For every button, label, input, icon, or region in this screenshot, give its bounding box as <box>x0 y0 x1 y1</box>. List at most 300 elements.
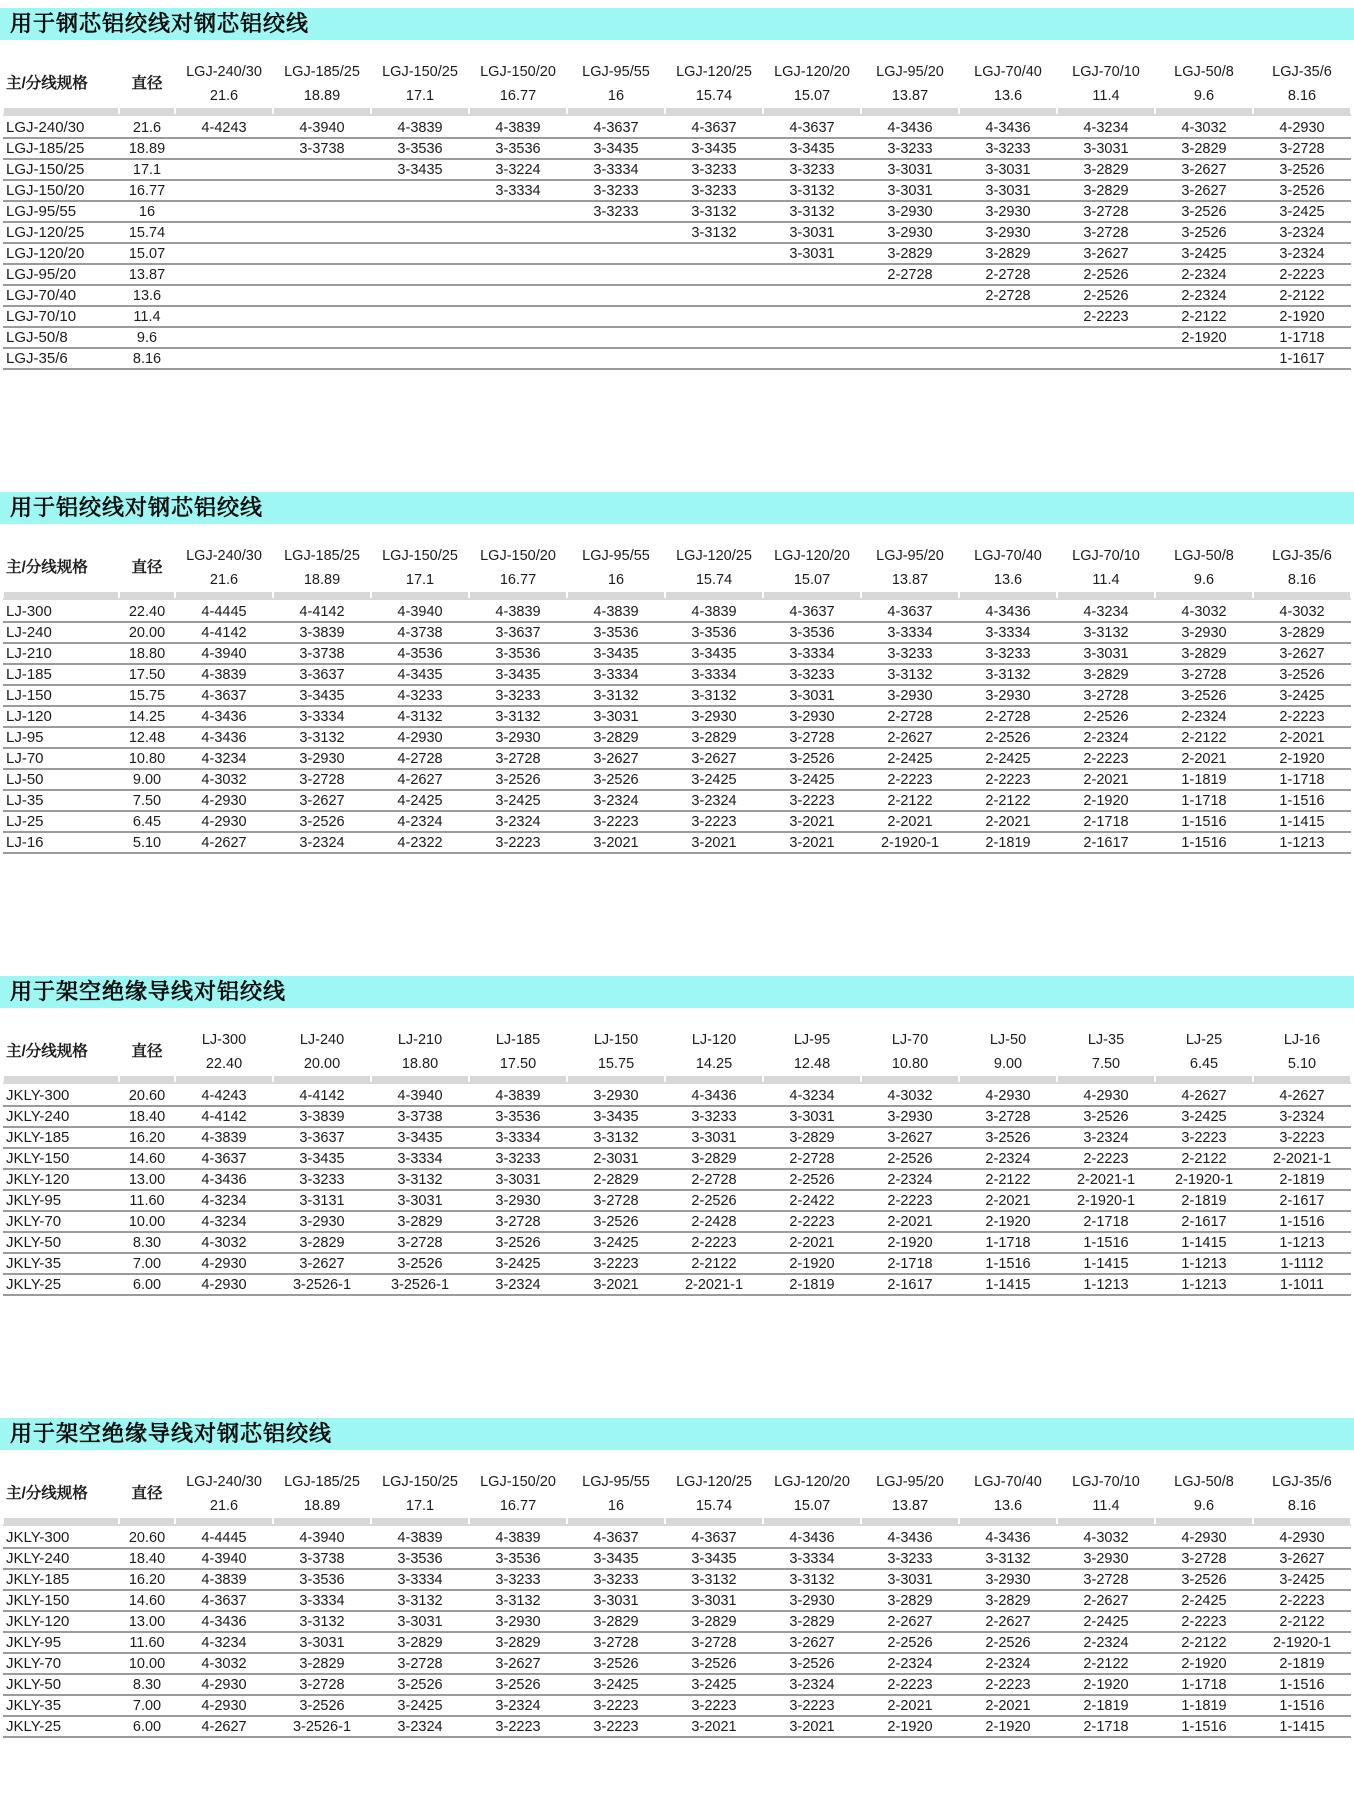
table-row <box>3 264 1351 285</box>
value-cell: 1-1415 <box>1253 811 1351 832</box>
column-header <box>1155 1028 1253 1076</box>
value-cell: 4-4142 <box>273 600 371 622</box>
value-cell: 2-2526 <box>959 1632 1057 1653</box>
separator-band-cell <box>861 108 959 116</box>
value-cell: 3-2425 <box>1155 1106 1253 1127</box>
section-title: 用于钢芯铝绞线对钢芯铝绞线 <box>10 11 310 36</box>
value-cell: 2-2223 <box>763 1211 861 1232</box>
value-cell: 3-2829 <box>1155 138 1253 159</box>
value-cell: 2-2021 <box>959 811 1057 832</box>
value-cell: 2-2428 <box>665 1211 763 1232</box>
value-cell: 3-3334 <box>763 1548 861 1569</box>
value-cell: 2-1718 <box>861 1253 959 1274</box>
row-diameter: 16 <box>119 201 175 222</box>
table-row <box>3 1232 1351 1253</box>
value-cell: 4-3839 <box>469 600 567 622</box>
column-diameter: 17.1 <box>405 1498 435 1514</box>
value-cell: 3-2021 <box>567 1274 665 1295</box>
column-diameter: 22.40 <box>205 1056 243 1072</box>
row-diameter: 10.00 <box>119 1211 175 1232</box>
column-header <box>469 1028 567 1076</box>
value-cell: 3-2324 <box>567 790 665 811</box>
column-header <box>1155 544 1253 592</box>
value-cell: 3-3031 <box>273 1632 371 1653</box>
value-cell: 3-3435 <box>665 138 763 159</box>
value-cell: 2-2627 <box>861 727 959 748</box>
column-header <box>959 1028 1057 1076</box>
value-cell: 4-3637 <box>861 600 959 622</box>
value-cell: 3-3233 <box>469 1569 567 1590</box>
value-cell: 4-4445 <box>175 1526 273 1548</box>
column-header <box>1253 1470 1351 1518</box>
column-diameter: 17.50 <box>499 1056 537 1072</box>
column-name: LJ-50 <box>989 1032 1027 1048</box>
row-diameter: 8.30 <box>119 1674 175 1695</box>
value-cell: 2-2021 <box>1253 727 1351 748</box>
row-spec: JKLY-50 <box>3 1674 119 1695</box>
value-cell: 3-2021 <box>763 811 861 832</box>
value-cell: 3-3132 <box>665 1569 763 1590</box>
value-cell: 2-1617 <box>861 1274 959 1295</box>
value-cell: 3-2728 <box>273 769 371 790</box>
row-diameter: 22.40 <box>119 600 175 622</box>
value-cell: 2-2728 <box>959 706 1057 727</box>
value-cell: 3-3233 <box>567 180 665 201</box>
column-name: LGJ-70/10 <box>1072 548 1140 564</box>
value-cell: 4-4142 <box>175 1106 273 1127</box>
table-row <box>3 1632 1351 1653</box>
value-cell <box>665 348 763 369</box>
value-cell: 2-2223 <box>1057 748 1155 769</box>
value-cell: 3-3334 <box>665 664 763 685</box>
value-cell: 3-2526 <box>1253 159 1351 180</box>
value-cell: 3-2425 <box>567 1674 665 1695</box>
column-name: LGJ-185/25 <box>284 548 360 564</box>
value-cell: 3-2627 <box>861 1127 959 1148</box>
column-diameter: 17.1 <box>405 572 435 588</box>
column-name: LJ-16 <box>1283 1032 1321 1048</box>
row-diameter: 15.74 <box>119 222 175 243</box>
value-cell: 3-3132 <box>763 180 861 201</box>
value-cell: 3-3435 <box>763 138 861 159</box>
table-row <box>3 1569 1351 1590</box>
column-diameter: 16 <box>607 572 625 588</box>
table-row <box>3 159 1351 180</box>
column-header <box>175 544 273 592</box>
value-cell: 1-1516 <box>1253 1211 1351 1232</box>
separator-band-cell <box>763 1518 861 1526</box>
row-diameter: 16.77 <box>119 180 175 201</box>
separator-band-cell <box>371 592 469 600</box>
table-row <box>3 1084 1351 1106</box>
value-cell: 3-2627 <box>273 1253 371 1274</box>
value-cell: 2-2223 <box>861 769 959 790</box>
value-cell: 2-1920 <box>1253 306 1351 327</box>
value-cell: 3-3334 <box>371 1569 469 1590</box>
separator-band-cell <box>959 1518 1057 1526</box>
value-cell: 3-2526 <box>469 769 567 790</box>
table-header <box>3 1470 1351 1526</box>
row-diameter: 14.25 <box>119 706 175 727</box>
value-cell: 3-2526 <box>1155 685 1253 706</box>
value-cell: 3-2829 <box>371 1632 469 1653</box>
table-body <box>3 1084 1351 1295</box>
value-cell: 2-1718 <box>1057 811 1155 832</box>
value-cell <box>175 159 273 180</box>
table-row <box>3 769 1351 790</box>
table-row <box>3 832 1351 853</box>
value-cell: 2-2223 <box>861 1674 959 1695</box>
value-cell: 1-1213 <box>1253 832 1351 853</box>
value-cell: 3-3738 <box>273 138 371 159</box>
value-cell <box>175 327 273 348</box>
row-diameter: 15.75 <box>119 685 175 706</box>
column-header <box>763 1470 861 1518</box>
table-row <box>3 222 1351 243</box>
value-cell: 4-3839 <box>567 600 665 622</box>
row-diameter: 10.80 <box>119 748 175 769</box>
table-row <box>3 285 1351 306</box>
value-cell: 3-3031 <box>861 1569 959 1590</box>
column-header <box>1057 1028 1155 1076</box>
row-spec: JKLY-240 <box>3 1106 119 1127</box>
column-name: LGJ-50/8 <box>1174 1474 1234 1490</box>
value-cell: 2-1718 <box>1057 1716 1155 1737</box>
value-cell <box>1057 348 1155 369</box>
value-cell: 3-2728 <box>959 1106 1057 1127</box>
value-cell: 3-3637 <box>469 622 567 643</box>
value-cell: 3-3132 <box>763 1569 861 1590</box>
value-cell: 3-3233 <box>665 180 763 201</box>
value-cell: 2-1617 <box>1057 832 1155 853</box>
value-cell: 4-2627 <box>371 769 469 790</box>
value-cell: 4-3940 <box>273 116 371 138</box>
value-cell <box>175 222 273 243</box>
column-diameter: 21.6 <box>209 88 239 104</box>
value-cell: 3-2526 <box>1155 222 1253 243</box>
value-cell: 3-3132 <box>959 1548 1057 1569</box>
separator-band-cell <box>273 1518 371 1526</box>
value-cell: 3-2526 <box>1155 201 1253 222</box>
value-cell <box>763 348 861 369</box>
column-diameter: 13.87 <box>891 1498 929 1514</box>
table-header <box>3 60 1351 116</box>
header-diameter-cell <box>119 1470 175 1518</box>
separator-band-cell <box>3 1518 119 1526</box>
column-name: LGJ-35/6 <box>1272 548 1332 564</box>
table-row <box>3 1190 1351 1211</box>
value-cell: 2-2021 <box>861 1211 959 1232</box>
column-header <box>665 1470 763 1518</box>
row-spec: LGJ-185/25 <box>3 138 119 159</box>
value-cell: 4-3637 <box>175 685 273 706</box>
row-diameter: 17.1 <box>119 159 175 180</box>
value-cell <box>175 264 273 285</box>
value-cell: 3-2021 <box>665 1716 763 1737</box>
value-cell: 2-2324 <box>1155 264 1253 285</box>
row-diameter: 18.80 <box>119 643 175 664</box>
row-diameter: 18.89 <box>119 138 175 159</box>
value-cell: 3-3031 <box>469 1169 567 1190</box>
value-cell: 4-3032 <box>861 1084 959 1106</box>
value-cell: 3-3233 <box>861 643 959 664</box>
value-cell <box>1057 327 1155 348</box>
value-cell: 4-3234 <box>175 1632 273 1653</box>
value-cell: 4-2627 <box>1155 1084 1253 1106</box>
value-cell: 2-1920 <box>861 1232 959 1253</box>
value-cell: 3-2728 <box>665 1632 763 1653</box>
value-cell: 4-2930 <box>175 1253 273 1274</box>
value-cell: 3-2829 <box>665 1148 763 1169</box>
value-cell: 1-1213 <box>1057 1274 1155 1295</box>
value-cell: 1-1819 <box>1155 769 1253 790</box>
value-cell: 3-3031 <box>763 685 861 706</box>
value-cell: 3-2627 <box>1057 243 1155 264</box>
separator-band-cell <box>3 108 119 116</box>
value-cell: 4-3234 <box>175 1190 273 1211</box>
separator-band-cell <box>567 108 665 116</box>
value-cell: 1-1819 <box>1155 1695 1253 1716</box>
column-diameter: 18.80 <box>401 1056 439 1072</box>
column-name: LGJ-70/10 <box>1072 1474 1140 1490</box>
value-cell <box>175 348 273 369</box>
section <box>0 492 1354 854</box>
separator-band-cell <box>861 1076 959 1084</box>
value-cell: 3-2829 <box>273 1232 371 1253</box>
column-diameter: 16.77 <box>499 1498 537 1514</box>
value-cell: 2-2324 <box>1155 706 1253 727</box>
table-row <box>3 1148 1351 1169</box>
header-diameter-cell <box>119 1028 175 1076</box>
row-diameter: 7.00 <box>119 1253 175 1274</box>
value-cell: 3-3031 <box>371 1190 469 1211</box>
value-cell <box>371 306 469 327</box>
value-cell: 3-2829 <box>567 727 665 748</box>
value-cell: 3-3233 <box>665 159 763 180</box>
section-title: 用于架空绝缘导线对钢芯铝绞线 <box>10 1421 333 1446</box>
header-spec-cell <box>3 60 119 108</box>
value-cell: 4-3233 <box>371 685 469 706</box>
value-cell: 3-2526-1 <box>371 1274 469 1295</box>
value-cell: 2-1819 <box>959 832 1057 853</box>
separator-band-cell <box>175 1518 273 1526</box>
value-cell: 3-2728 <box>1057 201 1155 222</box>
value-cell: 1-1617 <box>1253 348 1351 369</box>
column-diameter: 15.07 <box>793 1498 831 1514</box>
value-cell: 1-1718 <box>1155 1674 1253 1695</box>
value-cell: 2-2021 <box>959 1695 1057 1716</box>
value-cell: 3-2223 <box>1155 1127 1253 1148</box>
value-cell <box>665 264 763 285</box>
value-cell: 3-3536 <box>469 138 567 159</box>
row-diameter: 18.40 <box>119 1106 175 1127</box>
table-row <box>3 306 1351 327</box>
table-row <box>3 201 1351 222</box>
value-cell <box>371 201 469 222</box>
value-cell: 2-1819 <box>763 1274 861 1295</box>
value-cell: 4-2930 <box>175 1695 273 1716</box>
value-cell: 4-3839 <box>665 600 763 622</box>
column-header <box>567 1028 665 1076</box>
value-cell <box>665 327 763 348</box>
separator-band-cell <box>763 108 861 116</box>
value-cell: 3-2829 <box>763 1611 861 1632</box>
value-cell: 4-4243 <box>175 116 273 138</box>
value-cell: 3-3233 <box>469 685 567 706</box>
row-spec: JKLY-300 <box>3 1526 119 1548</box>
value-cell: 3-3233 <box>763 159 861 180</box>
row-diameter: 7.00 <box>119 1695 175 1716</box>
value-cell: 4-3436 <box>959 600 1057 622</box>
column-diameter: 5.10 <box>1287 1056 1317 1072</box>
column-diameter: 16.77 <box>499 572 537 588</box>
value-cell: 3-2627 <box>1253 1548 1351 1569</box>
value-cell: 2-2122 <box>1057 1653 1155 1674</box>
table-row <box>3 1611 1351 1632</box>
value-cell: 3-2223 <box>665 811 763 832</box>
row-diameter: 13.87 <box>119 264 175 285</box>
table-row <box>3 1106 1351 1127</box>
column-diameter: 14.25 <box>695 1056 733 1072</box>
section-title: 用于架空绝缘导线对铝绞线 <box>10 979 287 1004</box>
value-cell: 3-2425 <box>763 769 861 790</box>
value-cell: 3-3536 <box>469 1106 567 1127</box>
table-row <box>3 1169 1351 1190</box>
value-cell: 3-3031 <box>861 180 959 201</box>
column-diameter: 15.07 <box>793 88 831 104</box>
value-cell: 3-2324 <box>273 832 371 853</box>
value-cell: 4-3436 <box>175 1169 273 1190</box>
value-cell: 3-2728 <box>371 1653 469 1674</box>
value-cell: 2-2728 <box>861 706 959 727</box>
column-diameter: 8.16 <box>1287 572 1317 588</box>
value-cell: 3-2526-1 <box>273 1716 371 1737</box>
value-cell: 3-2930 <box>861 1106 959 1127</box>
column-header <box>371 1028 469 1076</box>
value-cell: 1-1213 <box>1253 1232 1351 1253</box>
value-cell: 1-1516 <box>1155 811 1253 832</box>
value-cell: 3-3839 <box>273 1106 371 1127</box>
column-name: LGJ-240/30 <box>186 64 262 80</box>
spec-table <box>2 60 1352 370</box>
row-diameter: 9.6 <box>119 327 175 348</box>
row-spec: JKLY-35 <box>3 1695 119 1716</box>
value-cell: 3-3031 <box>763 222 861 243</box>
column-header <box>567 544 665 592</box>
column-header <box>273 1028 371 1076</box>
value-cell: 3-2829 <box>959 1590 1057 1611</box>
value-cell: 4-3940 <box>273 1526 371 1548</box>
value-cell <box>469 306 567 327</box>
value-cell: 3-3334 <box>763 643 861 664</box>
value-cell: 3-2829 <box>273 1653 371 1674</box>
value-cell: 2-1920 <box>1155 327 1253 348</box>
value-cell: 3-2526 <box>371 1674 469 1695</box>
value-cell <box>371 348 469 369</box>
value-cell: 3-3334 <box>273 1590 371 1611</box>
value-cell: 3-2627 <box>1155 159 1253 180</box>
section-title: 用于铝绞线对钢芯铝绞线 <box>10 495 264 520</box>
row-spec: LJ-300 <box>3 600 119 622</box>
header-diameter-label: 直径 <box>131 1043 163 1060</box>
value-cell: 3-2829 <box>1253 622 1351 643</box>
value-cell: 3-2728 <box>469 1211 567 1232</box>
value-cell: 4-4142 <box>273 1084 371 1106</box>
value-cell: 4-3738 <box>371 622 469 643</box>
value-cell: 3-2425 <box>1253 1569 1351 1590</box>
column-diameter: 9.6 <box>1193 1498 1215 1514</box>
value-cell: 2-2324 <box>1057 727 1155 748</box>
row-diameter: 21.6 <box>119 116 175 138</box>
value-cell: 3-2324 <box>1253 243 1351 264</box>
row-diameter: 14.60 <box>119 1148 175 1169</box>
value-cell: 2-1920 <box>1057 1674 1155 1695</box>
value-cell: 3-2829 <box>371 1211 469 1232</box>
value-cell: 4-2627 <box>175 832 273 853</box>
value-cell: 4-3436 <box>959 116 1057 138</box>
table-wrap <box>0 1470 1354 1738</box>
value-cell <box>273 201 371 222</box>
value-cell: 4-3032 <box>1057 1526 1155 1548</box>
separator-band-cell <box>3 592 119 600</box>
row-diameter: 14.60 <box>119 1590 175 1611</box>
value-cell: 1-1415 <box>1253 1716 1351 1737</box>
value-cell: 4-2322 <box>371 832 469 853</box>
separator-band-cell <box>119 1518 175 1526</box>
column-name: LGJ-70/40 <box>974 548 1042 564</box>
header-spec-label: 主/分线规格 <box>6 75 88 92</box>
column-name: LGJ-120/25 <box>676 64 752 80</box>
value-cell: 3-3132 <box>567 1127 665 1148</box>
value-cell <box>175 201 273 222</box>
value-cell: 2-1718 <box>1057 1211 1155 1232</box>
value-cell: 1-1718 <box>1253 769 1351 790</box>
value-cell: 4-3940 <box>371 600 469 622</box>
value-cell: 2-2324 <box>959 1653 1057 1674</box>
table-row <box>3 600 1351 622</box>
column-name: LGJ-95/20 <box>876 64 944 80</box>
value-cell: 3-3435 <box>371 159 469 180</box>
value-cell: 3-2627 <box>469 1653 567 1674</box>
value-cell: 2-2324 <box>1155 285 1253 306</box>
value-cell: 2-2223 <box>861 1190 959 1211</box>
value-cell: 3-2526 <box>273 1695 371 1716</box>
value-cell: 3-2526 <box>469 1232 567 1253</box>
row-spec: JKLY-95 <box>3 1190 119 1211</box>
column-diameter: 15.75 <box>597 1056 635 1072</box>
value-cell: 3-2728 <box>1253 138 1351 159</box>
table-row <box>3 1590 1351 1611</box>
separator-band-cell <box>959 1076 1057 1084</box>
row-spec: JKLY-185 <box>3 1569 119 1590</box>
separator-band-cell <box>1253 108 1351 116</box>
value-cell <box>665 285 763 306</box>
value-cell: 3-3031 <box>1057 643 1155 664</box>
value-cell: 2-2122 <box>1253 285 1351 306</box>
value-cell: 3-3031 <box>665 1127 763 1148</box>
column-name: LJ-120 <box>691 1032 737 1048</box>
value-cell: 3-3233 <box>959 643 1057 664</box>
value-cell: 3-2425 <box>469 1253 567 1274</box>
value-cell: 4-3436 <box>861 116 959 138</box>
separator-band-cell <box>469 1518 567 1526</box>
value-cell: 3-2425 <box>665 769 763 790</box>
value-cell <box>567 222 665 243</box>
table-row <box>3 811 1351 832</box>
value-cell: 3-3536 <box>371 1548 469 1569</box>
separator-band <box>3 592 1351 600</box>
value-cell: 1-1718 <box>1155 790 1253 811</box>
